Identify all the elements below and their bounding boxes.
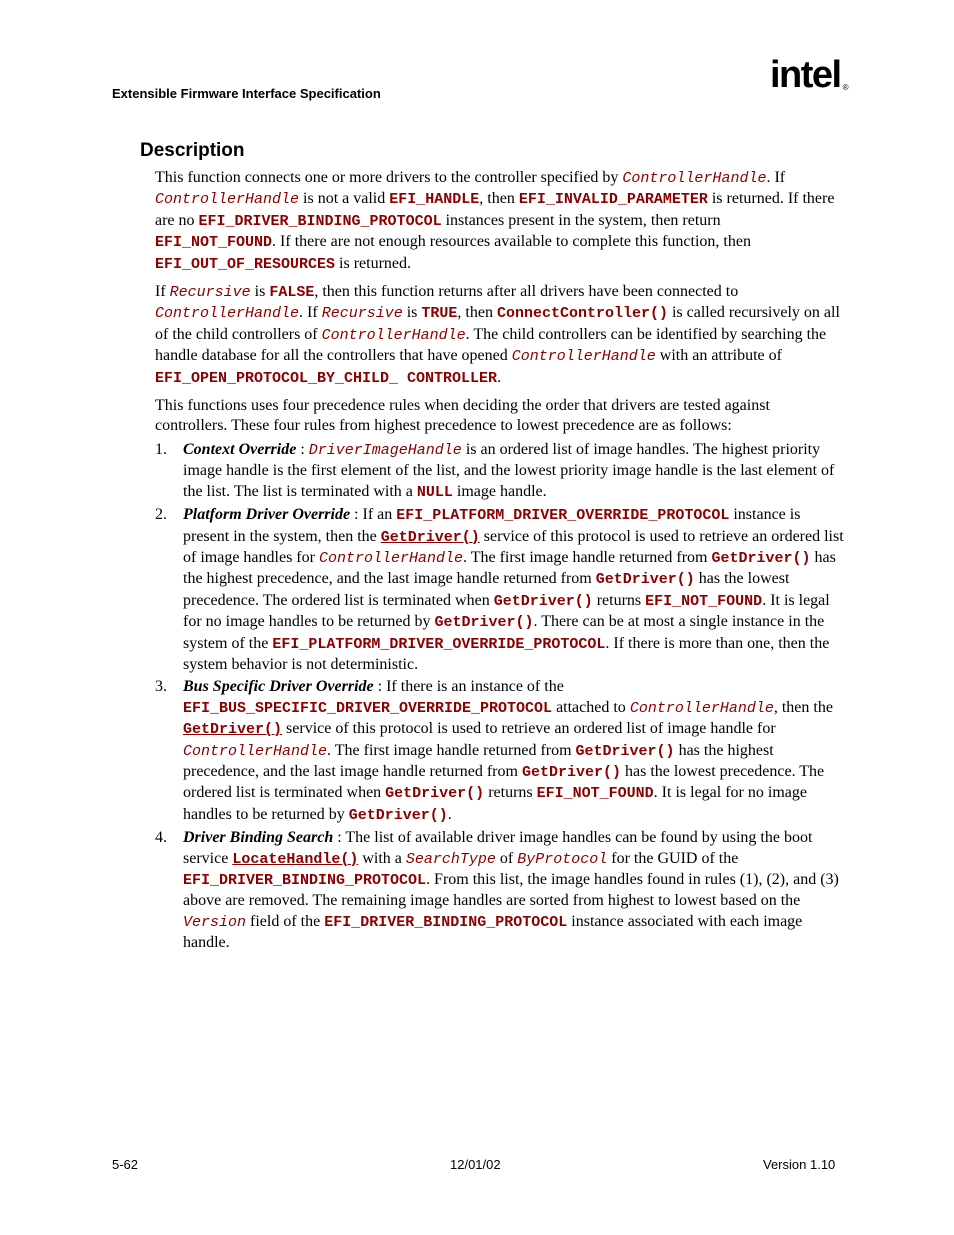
code-getdriver: GetDriver() xyxy=(348,806,448,824)
code-open-protocol-by-child-controller: EFI_OPEN_PROTOCOL_BY_CHILD_ CONTROLLER xyxy=(155,369,498,387)
rule-title: Driver Binding Search xyxy=(183,829,334,847)
description-body xyxy=(155,168,845,956)
code-getdriver: GetDriver() xyxy=(493,592,593,610)
locatehandle-link[interactable]: LocateHandle() xyxy=(232,850,359,868)
param-driver-image-handle: DriverImageHandle xyxy=(308,441,462,459)
footer-page-number: 5-62 xyxy=(112,1157,139,1172)
getdriver-link[interactable]: GetDriver() xyxy=(380,528,480,546)
code-not-found: EFI_NOT_FOUND xyxy=(536,785,654,803)
text: is returned. If there are no xyxy=(155,190,835,229)
text: is xyxy=(402,304,422,322)
text: This function connects one or more drivers to the controller specified by xyxy=(155,169,623,186)
section-title: Description xyxy=(140,140,245,161)
text: field of the xyxy=(246,912,325,930)
param-search-type: SearchType xyxy=(405,850,496,868)
getdriver-link[interactable]: GetDriver() xyxy=(183,721,283,739)
precedence-rules-list xyxy=(155,440,845,954)
text: , then the xyxy=(773,698,833,716)
text: . The first image handle returned from xyxy=(462,548,712,566)
text: : If an xyxy=(350,506,397,524)
logo-text: intel xyxy=(770,54,841,96)
text: . If there are not enough resources available to complete this function, then xyxy=(272,233,751,251)
header-doc-title: Extensible Firmware Interface Specification xyxy=(112,86,381,101)
text: with an attribute of xyxy=(655,347,782,365)
paragraph-1 xyxy=(155,168,845,275)
text: . The child controllers can be identified by searching the handle database for all the controllers that have opened xyxy=(155,325,827,365)
text: : xyxy=(296,440,309,458)
text: . There can be at most a single instance in the system of the xyxy=(183,613,825,652)
code-driver-binding-protocol: EFI_DRIVER_BINDING_PROTOCOL xyxy=(198,212,442,230)
code-getdriver: GetDriver() xyxy=(575,742,675,760)
list-item xyxy=(155,505,845,675)
text: service of this protocol is used to retrieve an ordered list of image handle for xyxy=(282,720,776,738)
text: has the lowest precedence. The ordered list is terminated when xyxy=(183,570,790,609)
text: , then this function returns after all drivers have been connected to xyxy=(314,283,739,301)
text: has the highest precedence, and the last image handle returned from xyxy=(183,548,836,588)
text: , then xyxy=(479,190,519,208)
text: is xyxy=(250,283,270,301)
text: . The first image handle returned from xyxy=(327,741,576,759)
registered-mark: ® xyxy=(842,83,849,92)
text: If xyxy=(155,283,170,301)
paragraph-3: This functions uses four precedence rules when deciding the order that drivers are tested against controllers. These four rules from highest precedence to lowest precedence are as follows: xyxy=(155,397,770,435)
code-efi-handle: EFI_HANDLE xyxy=(389,191,480,209)
footer-date: 12/01/02 xyxy=(450,1157,501,1172)
text: of xyxy=(495,849,518,867)
list-number: 3. xyxy=(155,678,167,696)
text: is an ordered list of image handles. The highest priority image handle is the first element of the list, and the lowest priority image handle is the last element of the list. The list is terminated with a xyxy=(183,440,835,500)
text: . It is legal for no image handles to be returned by xyxy=(183,784,807,823)
code-getdriver: GetDriver() xyxy=(711,549,811,567)
code-not-found: EFI_NOT_FOUND xyxy=(155,234,273,252)
rule-title: Platform Driver Override xyxy=(183,506,351,524)
text: , then xyxy=(457,304,497,322)
text: returns xyxy=(484,784,537,802)
text: . xyxy=(447,805,452,823)
param-controller-handle: ControllerHandle xyxy=(183,742,328,760)
list-item xyxy=(155,677,845,826)
param-controller-handle: ControllerHandle xyxy=(622,170,767,187)
text: . If xyxy=(766,169,786,186)
text: is not a valid xyxy=(299,190,390,208)
text: with a xyxy=(358,849,406,867)
param-controller-handle: ControllerHandle xyxy=(155,191,300,209)
param-version: Version xyxy=(183,913,247,931)
paragraph-2 xyxy=(155,282,845,389)
text: attached to xyxy=(552,698,630,716)
text: has the highest precedence, and the last image handle returned from xyxy=(183,741,774,780)
text: instance is present in the system, then the xyxy=(183,506,801,545)
code-getdriver: GetDriver() xyxy=(521,763,621,781)
code-driver-binding-protocol: EFI_DRIVER_BINDING_PROTOCOL xyxy=(324,913,568,931)
code-null: NULL xyxy=(416,483,453,501)
code-getdriver: GetDriver() xyxy=(595,571,695,589)
text: service of this protocol is used to retrieve an ordered list of image handles for xyxy=(183,527,844,566)
text: . If xyxy=(299,304,322,322)
text: has the lowest precedence. The ordered list is terminated when xyxy=(183,762,825,802)
code-getdriver: GetDriver() xyxy=(434,614,534,632)
code-out-of-resources: EFI_OUT_OF_RESOURCES xyxy=(155,255,336,273)
code-false: FALSE xyxy=(269,284,315,302)
list-number: 4. xyxy=(155,829,167,847)
intel-logo xyxy=(770,56,849,94)
code-platform-driver-override-protocol: EFI_PLATFORM_DRIVER_OVERRIDE_PROTOCOL xyxy=(396,507,730,525)
text: instance associated with each image handle. xyxy=(183,912,803,952)
text: image handle. xyxy=(452,482,547,500)
list-number: 2. xyxy=(155,506,167,524)
list-item xyxy=(155,440,845,503)
param-by-protocol: ByProtocol xyxy=(517,850,608,868)
text: : The list of available driver image handles can be found by using the boot service xyxy=(183,829,813,867)
param-recursive: Recursive xyxy=(321,305,403,323)
code-not-found: EFI_NOT_FOUND xyxy=(645,592,763,610)
code-driver-binding-protocol: EFI_DRIVER_BINDING_PROTOCOL xyxy=(183,872,427,889)
text: . xyxy=(497,368,502,386)
code-invalid-parameter: EFI_INVALID_PARAMETER xyxy=(518,191,708,209)
code-connect-controller: ConnectController() xyxy=(496,305,668,323)
rule-title: Bus Specific Driver Override xyxy=(183,678,374,696)
param-controller-handle: ControllerHandle xyxy=(629,699,774,717)
list-item xyxy=(155,828,845,953)
footer-version: Version 1.10 xyxy=(763,1157,836,1172)
code-platform-driver-override-protocol: EFI_PLATFORM_DRIVER_OVERRIDE_PROTOCOL xyxy=(272,635,606,653)
code-bus-specific-driver-override-protocol: EFI_BUS_SPECIFIC_DRIVER_OVERRIDE_PROTOCOL xyxy=(183,699,553,717)
param-controller-handle: ControllerHandle xyxy=(321,326,466,344)
param-controller-handle: ControllerHandle xyxy=(318,549,463,567)
text: is returned. xyxy=(335,254,412,272)
code-true: TRUE xyxy=(421,305,458,323)
code-getdriver: GetDriver() xyxy=(385,785,485,803)
param-recursive: Recursive xyxy=(169,284,251,302)
text: . From this list, the image handles found in rules (1), (2), and (3) above are removed. The remaining image handles are sorted from highest to lowest based on the xyxy=(183,871,839,910)
text: for the GUID of the xyxy=(607,849,739,867)
text: . It is legal for no image handles to be returned by xyxy=(183,591,830,631)
rule-title: Context Override xyxy=(183,440,297,458)
list-number: 1. xyxy=(155,440,167,458)
text: returns xyxy=(592,591,646,609)
text: : If there is an instance of the xyxy=(373,678,564,696)
param-controller-handle: ControllerHandle xyxy=(511,348,656,366)
text: is called recursively on all of the child controllers of xyxy=(155,304,840,343)
text: . If there is more than one, then the system behavior is not deterministic. xyxy=(183,634,830,673)
param-controller-handle: ControllerHandle xyxy=(155,305,300,323)
text: instances present in the system, then return xyxy=(441,211,721,229)
